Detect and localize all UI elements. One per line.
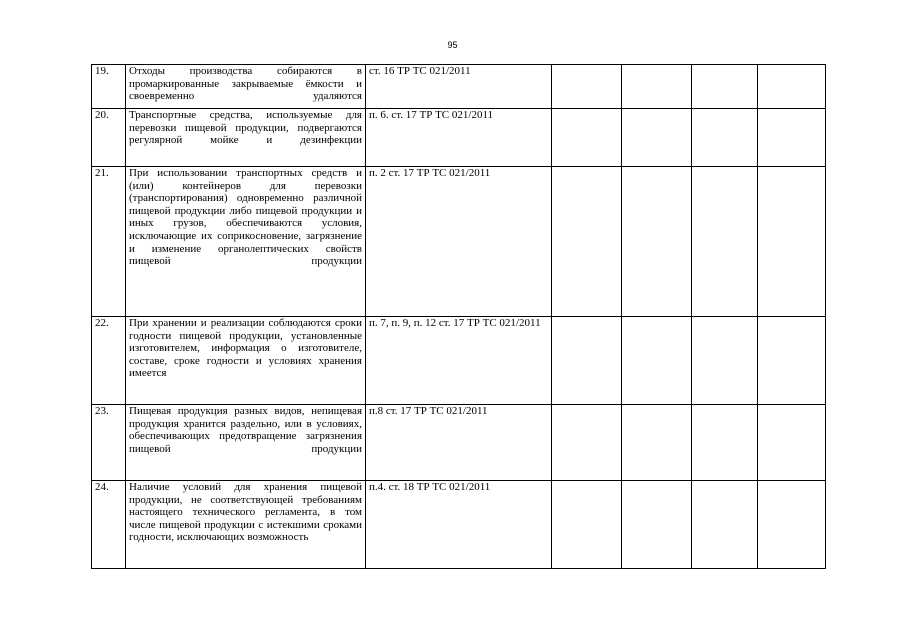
row-number: 24.	[92, 481, 126, 569]
requirement-cell: Наличие условий для хранения пищевой продукции, не соответствующей требованиям настоящего технического регламента, в том числе пищевой продукции с истекшими сроками годности, исключающих возможность	[126, 481, 366, 569]
table-row	[92, 405, 826, 481]
requirement-cell: Отходы производства собираются в промаркированные закрываемые ёмкости и своевременно удаляются	[126, 65, 366, 109]
requirement-cell: Пищевая продукция разных видов, непищевая продукция хранится раздельно, или в условиях, обеспечивающих предотвращение загрязнения пищевой продукции	[126, 405, 366, 481]
empty-cell	[758, 317, 826, 405]
reference-cell: п. 6. ст. 17 ТР ТС 021/2011	[366, 109, 552, 167]
empty-cell	[758, 167, 826, 317]
empty-cell	[622, 481, 692, 569]
empty-cell	[552, 109, 622, 167]
empty-cell	[622, 109, 692, 167]
empty-cell	[552, 405, 622, 481]
table-row	[92, 317, 826, 405]
row-number: 23.	[92, 405, 126, 481]
empty-cell	[552, 167, 622, 317]
empty-cell	[758, 405, 826, 481]
reference-cell: п.8 ст. 17 ТР ТС 021/2011	[366, 405, 552, 481]
row-number: 20.	[92, 109, 126, 167]
page-number: 95	[447, 40, 458, 50]
table-row	[92, 481, 826, 569]
row-number: 22.	[92, 317, 126, 405]
empty-cell	[692, 317, 758, 405]
empty-cell	[692, 481, 758, 569]
reference-cell: ст. 16 ТР ТС 021/2011	[366, 65, 552, 109]
table-row	[92, 109, 826, 167]
empty-cell	[622, 405, 692, 481]
checklist-table	[91, 64, 826, 569]
empty-cell	[622, 167, 692, 317]
requirement-cell: Транспортные средства, используемые для перевозки пищевой продукции, подвергаются регулярной мойке и дезинфекции	[126, 109, 366, 167]
empty-cell	[758, 109, 826, 167]
table-row	[92, 167, 826, 317]
requirement-cell: При использовании транспортных средств и (или) контейнеров для перевозки (транспортирования) одновременно различной пищевой продукции либо пищевой продукции и иных грузов, обеспечиваются условия, исключающие их соприкосновение, загрязнение и изменение органолептических свойств пищевой продукции	[126, 167, 366, 317]
empty-cell	[692, 109, 758, 167]
reference-cell: п. 2 ст. 17 ТР ТС 021/2011	[366, 167, 552, 317]
empty-cell	[552, 481, 622, 569]
requirement-cell: При хранении и реализации соблюдаются сроки годности пищевой продукции, установленные изготовителем, информация о изготовителе, составе, сроке годности и условиях хранения имеется	[126, 317, 366, 405]
empty-cell	[758, 65, 826, 109]
empty-cell	[692, 405, 758, 481]
row-number: 21.	[92, 167, 126, 317]
empty-cell	[622, 317, 692, 405]
reference-cell: п. 7, п. 9, п. 12 ст. 17 ТР ТС 021/2011	[366, 317, 552, 405]
table-row	[92, 65, 826, 109]
reference-cell: п.4. ст. 18 ТР ТС 021/2011	[366, 481, 552, 569]
empty-cell	[552, 317, 622, 405]
empty-cell	[692, 167, 758, 317]
empty-cell	[622, 65, 692, 109]
empty-cell	[758, 481, 826, 569]
row-number: 19.	[92, 65, 126, 109]
empty-cell	[692, 65, 758, 109]
empty-cell	[552, 65, 622, 109]
